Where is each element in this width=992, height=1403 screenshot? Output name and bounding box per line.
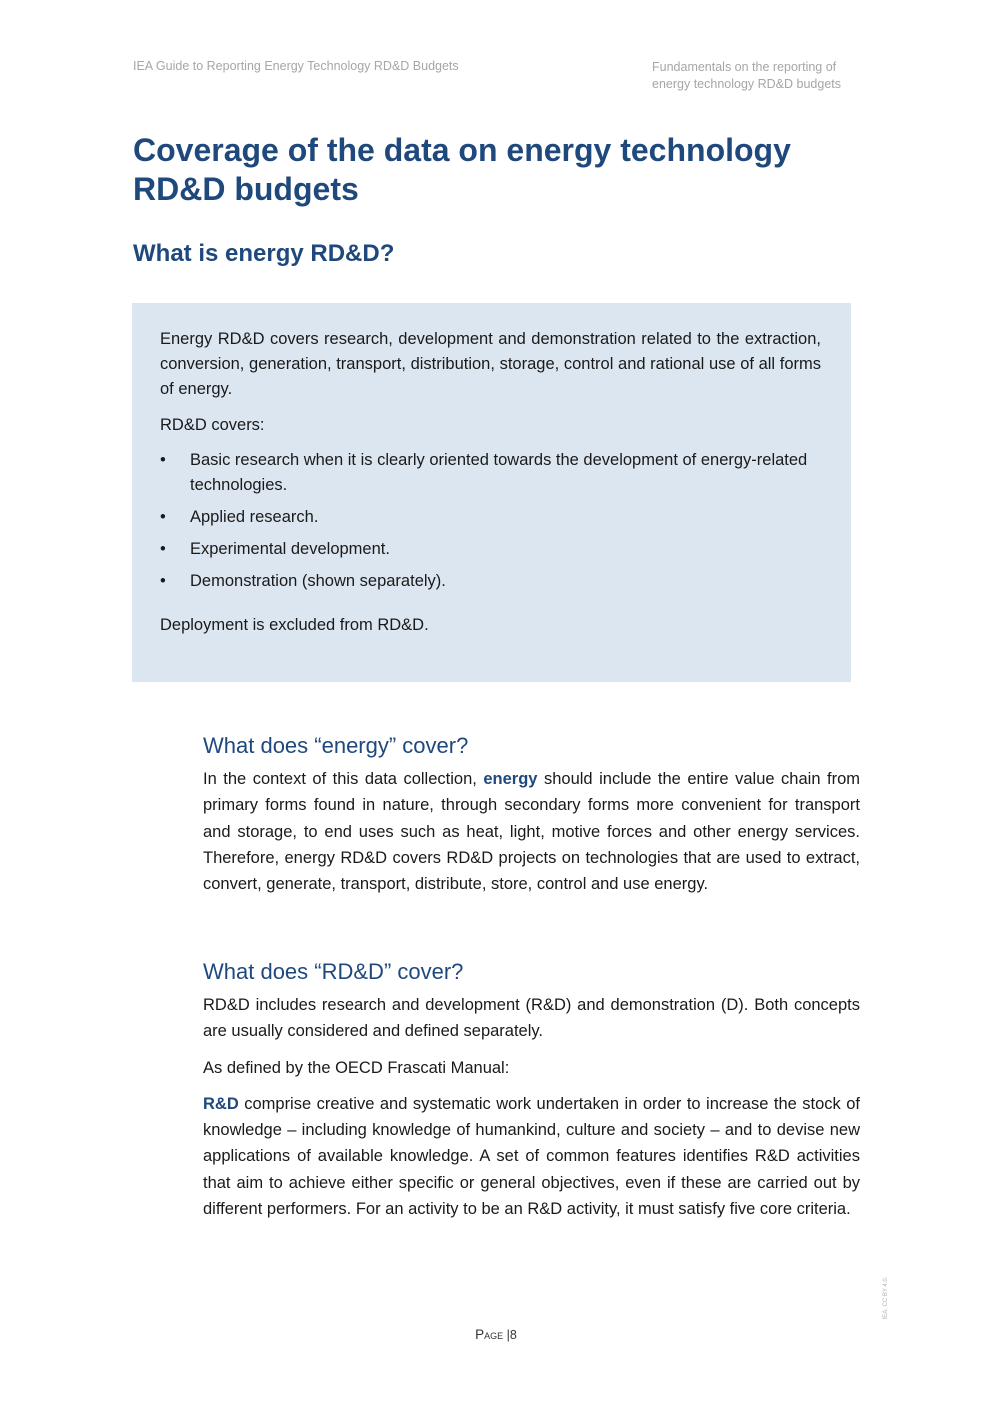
rdd-paragraph-3: [203, 1091, 860, 1222]
running-header-right-line2: energy technology RD&D budgets: [652, 77, 842, 91]
running-header-right-line1: Fundamentals on the reporting of: [652, 60, 837, 74]
page-separator: |: [506, 1328, 510, 1342]
energy-paragraph: [203, 766, 860, 897]
list-item-text: Applied research.: [190, 508, 319, 526]
list-item: [160, 448, 821, 498]
rdd-section: [203, 957, 860, 1222]
covers-label: RD&D covers:: [160, 416, 265, 434]
list-item-text: Demonstration (shown separately).: [190, 572, 446, 590]
rdd-section-heading: What does “RD&D” cover?: [203, 959, 464, 984]
covers-list: [160, 448, 821, 594]
bullet-icon: •: [160, 508, 166, 526]
bullet-icon: •: [160, 540, 166, 558]
energy-section-heading: What does “energy” cover?: [203, 733, 469, 758]
bullet-icon: •: [160, 451, 166, 469]
energy-keyword: energy: [483, 770, 538, 788]
license-note: IEA. CC BY 4.0.: [883, 1276, 889, 1320]
energy-paragraph-prefix: In the context of this data collection,: [203, 770, 477, 788]
definition-intro: Energy RD&D covers research, development and demonstration related to the extraction, conversion, generation, transport, distribution, storage, control and rational use of all forms of energy.: [160, 330, 821, 398]
rdd-paragraph-1: RD&D includes research and development (R&D) and demonstration (D). Both concepts are usually considered and defined separately.: [203, 996, 860, 1041]
list-item-text: Basic research when it is clearly oriented towards the development of energy-related technologies.: [190, 451, 808, 494]
page-label: Page: [475, 1327, 504, 1342]
list-item-text: Experimental development.: [190, 540, 390, 558]
definition-box: [132, 303, 851, 682]
running-header-left: IEA Guide to Reporting Energy Technology RD&D Budgets: [133, 59, 459, 73]
rdd-paragraph-2: As defined by the OECD Frascati Manual:: [203, 1058, 510, 1077]
list-item: [160, 505, 821, 530]
energy-paragraph-rest: should include the entire value chain from primary forms found in nature, through secondary forms more convenient for transport and storage, to end uses such as heat, light, motive forces and other energy services. Therefore, energy RD&D covers RD&D projects on technologies that are used to extract, convert, generate, transport, distribute, store, control and use energy.: [203, 770, 861, 894]
rd-keyword: R&D: [203, 1094, 239, 1113]
section-title: What is energy RD&D?: [133, 240, 395, 267]
rdd-paragraph-3-rest: comprise creative and systematic work undertaken in order to increase the stock of knowledge – including knowledge of humankind, culture and society – and to devise new applications of available knowledge. A set of common features identifies R&D activities that aim to achieve either specific or general objectives, even if these are carried out by different performers. For an activity to be an R&D activity, it must satisfy five core criteria.: [203, 1094, 860, 1219]
bullet-icon: •: [160, 572, 166, 590]
chapter-title: Coverage of the data on energy technology RD&D budgets: [133, 132, 791, 207]
list-item: [160, 537, 821, 562]
running-header-right: [652, 59, 872, 93]
page-number: 8: [509, 1328, 517, 1342]
energy-section: [203, 731, 860, 897]
list-item: [160, 569, 821, 594]
page-footer: [0, 1327, 992, 1342]
deployment-note: Deployment is excluded from RD&D.: [160, 616, 429, 634]
